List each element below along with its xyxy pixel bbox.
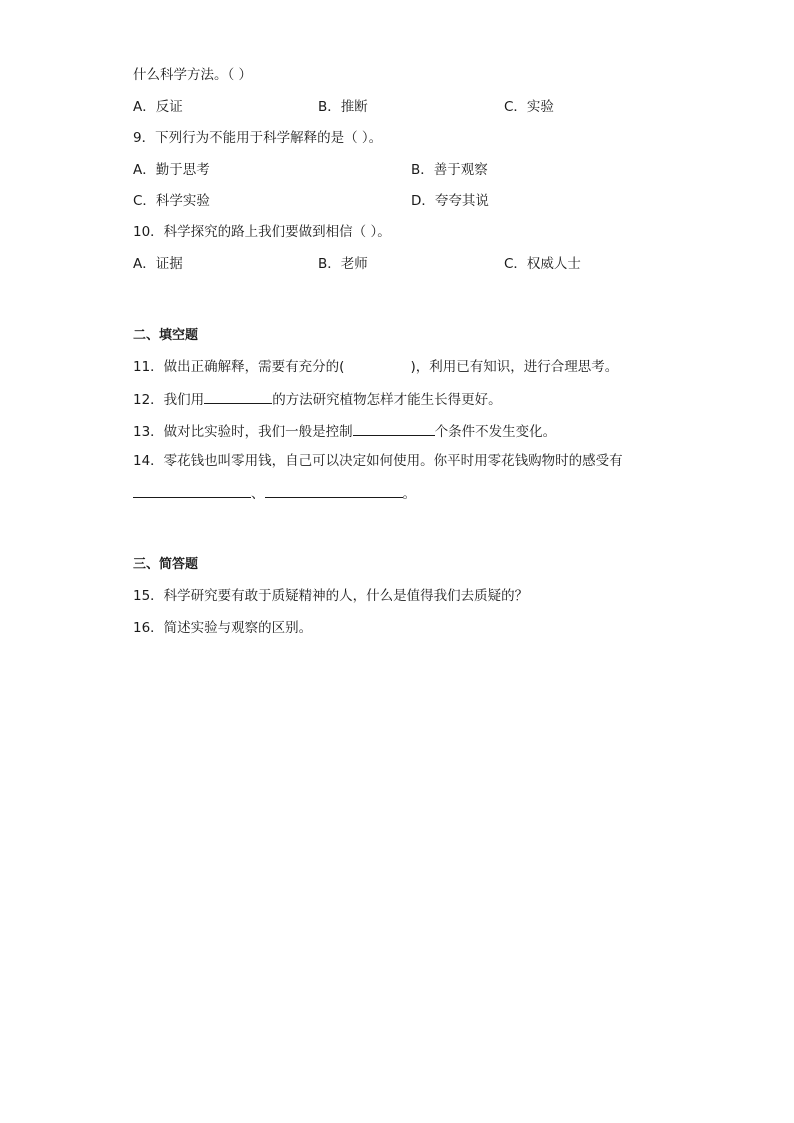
q13-answer-blank[interactable] xyxy=(353,421,435,436)
section-fill-in-title: 二、填空题 xyxy=(133,328,199,343)
q9-option-b: B．善于观察 xyxy=(411,162,488,178)
q13-text-before: 13．做对比实验时，我们一般是控制 xyxy=(133,424,353,440)
q14-answer-blank-1[interactable] xyxy=(133,483,251,498)
q16-stem: 16．简述实验与观察的区别。 xyxy=(133,620,313,636)
q9-stem: 9．下列行为不能用于科学解释的是（ ）。 xyxy=(133,130,383,146)
q14-end: 。 xyxy=(402,486,416,502)
q12-text-before: 12．我们用 xyxy=(133,392,205,408)
q8-option-b: B．推断 xyxy=(318,99,368,115)
q13 xyxy=(133,421,556,441)
q12-answer-blank[interactable] xyxy=(204,389,272,404)
q9-option-d: D．夸夸其说 xyxy=(411,193,489,209)
q9-option-a: A．勤于思考 xyxy=(133,162,210,178)
q15-stem: 15．科学研究要有敢于质疑精神的人，什么是值得我们去质疑的？ xyxy=(133,588,529,604)
q11 xyxy=(133,358,618,376)
q12 xyxy=(133,389,502,409)
q9-option-c: C．科学实验 xyxy=(133,193,210,209)
q10-stem: 10．科学探究的路上我们要做到相信（ ）。 xyxy=(133,224,391,240)
q14-answer-line xyxy=(133,483,416,503)
q8-stem-tail: 什么科学方法。（ ） xyxy=(133,67,253,83)
q14-separator: 、 xyxy=(251,486,265,502)
q10-option-c: C．权威人士 xyxy=(504,256,581,272)
q14-stem: 14．零花钱也叫零用钱，自己可以决定如何使用。你平时用零花钱购物时的感受有 xyxy=(133,453,623,469)
q11-text-before: 11．做出正确解释，需要有充分的( xyxy=(133,359,345,375)
q8-option-c: C．实验 xyxy=(504,99,554,115)
q8-option-a: A．反证 xyxy=(133,99,183,115)
q13-text-after: 个条件不发生变化。 xyxy=(434,424,557,440)
q10-option-b: B．老师 xyxy=(318,256,368,272)
q11-text-after: )，利用已有知识，进行合理思考。 xyxy=(410,359,619,375)
q10-option-a: A．证据 xyxy=(133,256,183,272)
q14-answer-blank-2[interactable] xyxy=(265,483,403,498)
q12-text-after: 的方法研究植物怎样才能生长得更好。 xyxy=(272,392,502,408)
section-short-answer-title: 三、简答题 xyxy=(133,557,199,572)
